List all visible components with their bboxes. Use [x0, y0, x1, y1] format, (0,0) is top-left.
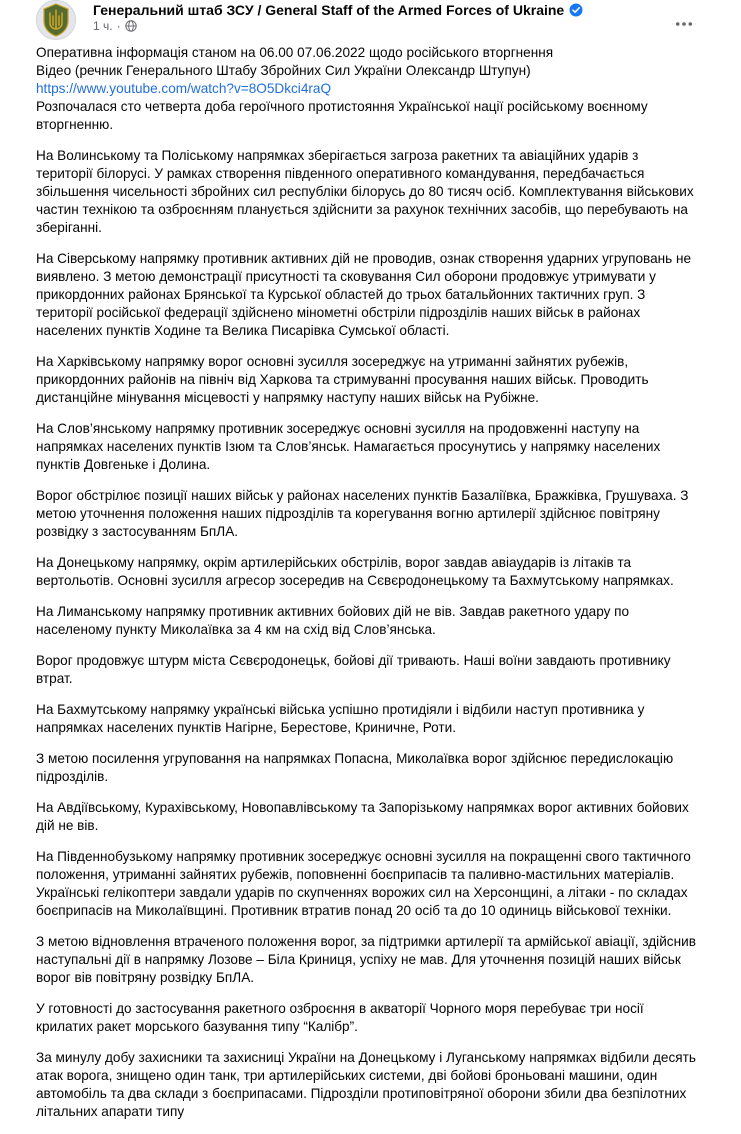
post-paragraph: Ворог обстрілює позиції наших військ у районах населених пунктів Базаліївка, Бражківка, Грушуваха. З метою уточнення положення наших підрозділів та корегування вогню артилерії здійснює повітряну розвідку з застосуванням БпЛА.: [36, 488, 689, 539]
post-paragraph: На Бахмутському напрямку українські війська успішно протидіяли і відбили наступ противника у напрямках населених пунктів Нагірне, Берестове, Криничне, Роти.: [36, 702, 645, 735]
more-options-icon: [675, 21, 693, 27]
post-paragraph: З метою посилення угруповання на напрямках Попасна, Миколаївка ворог здійснює передислокацію підрозділів.: [36, 751, 674, 784]
post-paragraph: На Лиманському напрямку противник активних бойових дій не вів. Завдав ракетного удару по населеному пункту Миколаївка за 4 км на схід від Слов’янська.: [36, 604, 630, 637]
video-line-text: Відео (речник Генерального Штабу Збройних Сил України Олександр Штупун): [36, 63, 531, 78]
more-options-button[interactable]: [668, 8, 700, 40]
post-paragraph: На Донецькому напрямку, окрім артилерійських обстрілів, ворог завдав авіаударів із літаків та вертольотів. Основні зусилля агресор зосередив на Сєвєродонецькому та Бахмутському напрямках.: [36, 555, 674, 588]
post-meta: [93, 18, 137, 34]
post-paragraph: На Авдіївському, Курахівському, Новопавлівському та Запорізькому напрямках ворог активних бойових дій не вів.: [36, 800, 689, 833]
post-paragraph: За минулу добу захисники та захисниці України на Донецькому і Луганському напрямках відбили десять атак ворога, знищено один танк, три артилерійських системи, дві бойові броньовані машини, один автомобіль та два склади з боєприпасами. Підрозділи протиповітряної оборони збили два безпілотних літальних апарати типу: [36, 1050, 696, 1119]
video-link[interactable]: https://www.youtube.com/watch?v=8O5Dkci4raQ: [36, 81, 332, 96]
post-paragraph: На Волинському та Поліському напрямках зберігається загроза ракетних та авіаційних ударів з території білорусі. У рамках створення південного оперативного командування, передбачається збільшення чисельності збройних сил республіки білорусь до 80 тисяч осіб. Комплектування військових частин технікою та озброєнням планується здійснити за рахунок технічних засобів, що перебувають на зберіганні.: [36, 148, 694, 235]
post-paragraph: Ворог продовжує штурм міста Сєвєродонецьк, бойові дії тривають. Наші воїни завдають противнику втрат.: [36, 653, 671, 686]
post-timestamp[interactable]: 1 ч.: [93, 19, 113, 33]
author-name-text[interactable]: Генеральний штаб ЗСУ / General Staff of the Armed Forces of Ukraine: [93, 2, 565, 18]
post-paragraph: У готовності до застосування ракетного озброєння в акваторії Чорного моря перебуває три носії крилатих ракет морського базування типу “Калібр”.: [36, 1001, 644, 1034]
verified-badge-icon: [569, 3, 583, 17]
video-line: [36, 62, 696, 98]
post-header: [0, 0, 741, 50]
post-text: [36, 44, 696, 1134]
post-paragraph: На Слов’янському напрямку противник зосереджує основні зусилля на продовженні наступу на напрямках населених пунктів Ізюм та Слов’янськ. Намагається просунутись у напрямку населених пунктів Довгеньке і Долина.: [36, 421, 661, 472]
meta-separator: ·: [116, 19, 121, 33]
intro-line: Оперативна інформація станом на 06.00 07.06.2022 щодо російського вторгнення: [36, 45, 554, 60]
author-name[interactable]: [93, 0, 583, 20]
post-paragraph: З метою відновлення втраченого положення ворог, за підтримки артилерії та армійської авіації, здійснив наступальні дії в напрямку Лозове – Біла Криниця, успіху не мав. Для уточнення позицій наших військ ворог вів повітряну розвідку БпЛА.: [36, 934, 696, 985]
author-avatar[interactable]: [36, 0, 76, 40]
post-paragraph: На Сіверському напрямку противник активних дій не проводив, ознак створення ударних угруповань не виявлено. З метою демонстрації присутності та сковування Сил оборони продовжує утримувати у прикордонних районах Брянської та Курської областей до трьох батальйонних тактичних груп. З території російської федерації здійснено мінометні обстріли підрозділів наших військ в районах населених пунктів Ходине та Велика Писарівка Сумської області.: [36, 251, 692, 338]
post-paragraph: Розпочалася сто четверта доба героїчного протистояння Української нації російському воєнному вторгненню.: [36, 99, 648, 132]
post-paragraph: На Харківському напрямку ворог основні зусилля зосереджує на утриманні зайнятих рубежів, прикордонних районів на північ від Харкова та стримуванні просування наших військ. Проводить дистанційне мінування місцевості у напрямку наступу наших військ на Рубіжне.: [36, 354, 649, 405]
post-paragraph: На Південнобузькому напрямку противник зосереджує основні зусилля на покращенні свого тактичного положення, утриманні зайнятих рубежів, поповненні боєприпасів та паливно-мастильних матеріалів. Українські гелікоптери завдали ударів по скупченнях ворожих сил на Херсонщині, а літаки - по складах боєприпасів на Миколаївщині. Противник втратив понад 20 осіб та до 10 одиниць військової техніки.: [36, 849, 691, 918]
globe-icon[interactable]: [125, 20, 137, 32]
trident-emblem-icon: [41, 3, 71, 37]
